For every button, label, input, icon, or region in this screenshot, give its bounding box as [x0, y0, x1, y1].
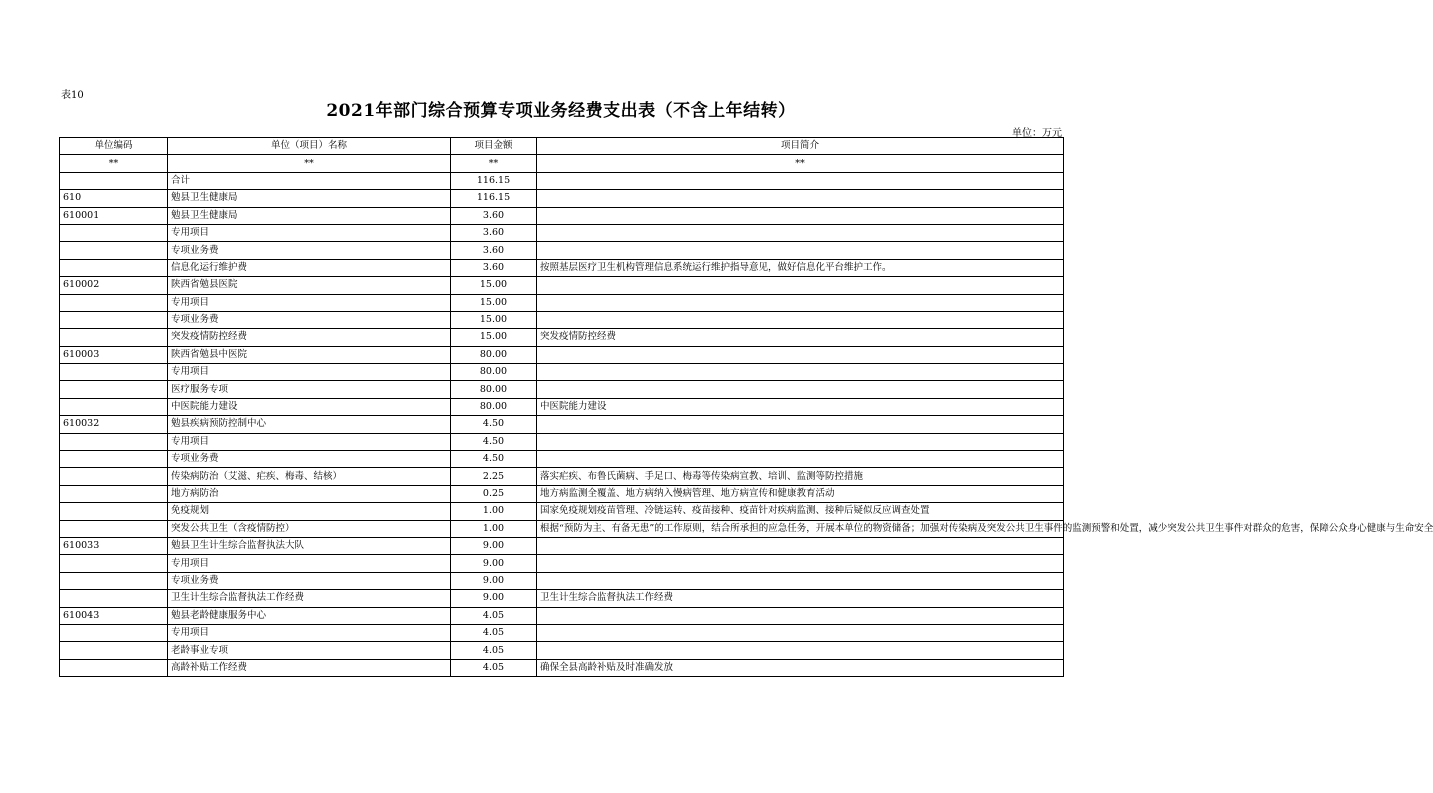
unit-code-cell — [60, 520, 168, 537]
description-cell — [537, 277, 1064, 294]
unit-name-cell: 专用项目 — [168, 555, 451, 572]
amount-cell: 3.60 — [451, 207, 537, 224]
amount-cell: 4.05 — [451, 659, 537, 676]
unit-code-cell — [60, 485, 168, 502]
col-header-amount: 项目金额 — [451, 138, 537, 155]
unit-name-cell: 勉县疾病预防控制中心 — [168, 416, 451, 433]
unit-name-cell: 勉县老龄健康服务中心 — [168, 607, 451, 624]
table-row — [60, 259, 1064, 276]
table-row — [60, 624, 1064, 641]
table-row — [60, 520, 1064, 537]
amount-cell: 1.00 — [451, 520, 537, 537]
unit-name-cell: 突发公共卫生（含疫情防控） — [168, 520, 451, 537]
table-row — [60, 555, 1064, 572]
table-row — [60, 642, 1064, 659]
amount-cell: 1.00 — [451, 503, 537, 520]
description-cell: 按照基层医疗卫生机构管理信息系统运行维护指导意见，做好信息化平台维护工作。 — [537, 259, 1064, 276]
placeholder-cell: ** — [168, 155, 451, 172]
unit-name-cell: 中医院能力建设 — [168, 398, 451, 415]
amount-cell: 3.60 — [451, 259, 537, 276]
description-cell — [537, 451, 1064, 468]
table-row — [60, 503, 1064, 520]
amount-cell: 4.05 — [451, 624, 537, 641]
unit-code-cell: 610 — [60, 190, 168, 207]
table-row — [60, 398, 1064, 415]
unit-name-cell: 传染病防治（艾滋、疟疾、梅毒、结核） — [168, 468, 451, 485]
description-cell — [537, 642, 1064, 659]
amount-cell: 9.00 — [451, 590, 537, 607]
table-row — [60, 207, 1064, 224]
unit-code-cell — [60, 433, 168, 450]
table-row — [60, 277, 1064, 294]
amount-cell: 15.00 — [451, 294, 537, 311]
unit-name-cell: 陕西省勉县中医院 — [168, 346, 451, 363]
amount-cell: 15.00 — [451, 277, 537, 294]
table-row — [60, 433, 1064, 450]
amount-cell: 4.05 — [451, 607, 537, 624]
placeholder-cell: ** — [60, 155, 168, 172]
table-row — [60, 416, 1064, 433]
description-cell — [537, 294, 1064, 311]
unit-code-cell — [60, 259, 168, 276]
unit-name-cell: 专用项目 — [168, 224, 451, 241]
description-cell — [537, 381, 1064, 398]
description-cell: 突发疫情防控经费 — [537, 329, 1064, 346]
unit-code-cell — [60, 242, 168, 259]
amount-cell: 15.00 — [451, 311, 537, 328]
unit-code-cell — [60, 364, 168, 381]
description-cell — [537, 172, 1064, 189]
description-cell — [537, 416, 1064, 433]
unit-code-cell — [60, 590, 168, 607]
unit-code-cell — [60, 329, 168, 346]
unit-code-cell — [60, 294, 168, 311]
unit-name-cell: 突发疫情防控经费 — [168, 329, 451, 346]
table-row — [60, 381, 1064, 398]
table-row — [60, 451, 1064, 468]
unit-name-cell: 卫生计生综合监督执法工作经费 — [168, 590, 451, 607]
table-row — [60, 537, 1064, 554]
unit-name-cell: 地方病防治 — [168, 485, 451, 502]
description-cell — [537, 537, 1064, 554]
table-row — [60, 485, 1064, 502]
amount-cell: 116.15 — [451, 172, 537, 189]
unit-code-cell: 610043 — [60, 607, 168, 624]
unit-name-cell: 专项业务费 — [168, 451, 451, 468]
unit-name-cell: 合计 — [168, 172, 451, 189]
description-cell — [537, 207, 1064, 224]
amount-cell: 80.00 — [451, 398, 537, 415]
table-number: 表10 — [61, 90, 84, 101]
amount-cell: 4.05 — [451, 642, 537, 659]
table-row — [60, 607, 1064, 624]
description-cell — [537, 624, 1064, 641]
unit-code-cell — [60, 572, 168, 589]
amount-cell: 80.00 — [451, 364, 537, 381]
description-cell: 国家免疫规划疫苗管理、冷链运转、疫苗接种、疫苗针对疾病监测、接种后疑似反应调查处置 — [537, 503, 1064, 520]
description-cell: 地方病监测全覆盖、地方病纳入慢病管理、地方病宣传和健康教育活动 — [537, 485, 1064, 502]
description-cell — [537, 433, 1064, 450]
table-row — [60, 224, 1064, 241]
description-cell: 根据“预防为主、有备无患”的工作原则，结合所承担的应急任务，开展本单位的物资储备；加强对传染病及突发公共卫生事件的监测预警和处置，减少突发公共卫生事件对群众的危害，保障公众身心健康与生命安全 — [537, 520, 1064, 537]
amount-cell: 15.00 — [451, 329, 537, 346]
amount-cell: 4.50 — [451, 416, 537, 433]
unit-name-cell: 专项业务费 — [168, 242, 451, 259]
unit-code-cell — [60, 642, 168, 659]
description-cell — [537, 555, 1064, 572]
amount-cell: 9.00 — [451, 555, 537, 572]
unit-code-cell — [60, 172, 168, 189]
amount-cell: 80.00 — [451, 381, 537, 398]
table-row — [60, 242, 1064, 259]
table-row — [60, 572, 1064, 589]
unit-code-cell: 610032 — [60, 416, 168, 433]
amount-cell: 80.00 — [451, 346, 537, 363]
unit-name-cell: 专用项目 — [168, 364, 451, 381]
description-cell — [537, 311, 1064, 328]
amount-cell: 0.25 — [451, 485, 537, 502]
unit-code-cell — [60, 224, 168, 241]
table-row — [60, 294, 1064, 311]
unit-name-cell: 专项业务费 — [168, 311, 451, 328]
description-cell: 确保全县高龄补贴及时准确发放 — [537, 659, 1064, 676]
amount-cell: 3.60 — [451, 242, 537, 259]
description-cell: 卫生计生综合监督执法工作经费 — [537, 590, 1064, 607]
placeholder-row — [60, 155, 1064, 172]
unit-code-cell: 610001 — [60, 207, 168, 224]
description-cell — [537, 190, 1064, 207]
unit-name-cell: 专项业务费 — [168, 572, 451, 589]
unit-name-cell: 勉县卫生健康局 — [168, 207, 451, 224]
unit-name-cell: 信息化运行维护费 — [168, 259, 451, 276]
description-cell — [537, 364, 1064, 381]
table-row — [60, 190, 1064, 207]
unit-name-cell: 免疫规划 — [168, 503, 451, 520]
table-row — [60, 364, 1064, 381]
table-body — [60, 172, 1433, 676]
description-cell: 落实疟疾、布鲁氏菌病、手足口、梅毒等传染病宣教、培训、监测等防控措施 — [537, 468, 1064, 485]
amount-cell: 9.00 — [451, 572, 537, 589]
unit-code-cell — [60, 381, 168, 398]
amount-cell: 4.50 — [451, 451, 537, 468]
amount-cell: 9.00 — [451, 537, 537, 554]
placeholder-cell: ** — [451, 155, 537, 172]
unit-name-cell: 医疗服务专项 — [168, 381, 451, 398]
unit-code-cell: 610003 — [60, 346, 168, 363]
unit-name-cell: 老龄事业专项 — [168, 642, 451, 659]
description-cell — [537, 224, 1064, 241]
header-row — [60, 138, 1064, 155]
unit-name-cell: 勉县卫生计生综合监督执法大队 — [168, 537, 451, 554]
unit-name-cell: 专用项目 — [168, 294, 451, 311]
unit-name-cell: 陕西省勉县医院 — [168, 277, 451, 294]
description-cell — [537, 607, 1064, 624]
col-header-name: 单位（项目）名称 — [168, 138, 451, 155]
table-row — [60, 468, 1064, 485]
unit-code-cell: 610002 — [60, 277, 168, 294]
table-row — [60, 659, 1064, 676]
table-row — [60, 311, 1064, 328]
unit-code-cell: 610033 — [60, 537, 168, 554]
description-cell — [537, 242, 1064, 259]
col-header-description: 项目简介 — [537, 138, 1064, 155]
description-cell — [537, 572, 1064, 589]
table-row — [60, 172, 1064, 189]
table-row — [60, 329, 1064, 346]
unit-code-cell — [60, 624, 168, 641]
budget-table — [59, 137, 1433, 677]
unit-label: 单位：万元 — [1012, 128, 1062, 139]
unit-name-cell: 高龄补贴工作经费 — [168, 659, 451, 676]
amount-cell: 116.15 — [451, 190, 537, 207]
unit-name-cell: 专用项目 — [168, 624, 451, 641]
amount-cell: 2.25 — [451, 468, 537, 485]
unit-code-cell — [60, 659, 168, 676]
unit-code-cell — [60, 398, 168, 415]
unit-name-cell: 勉县卫生健康局 — [168, 190, 451, 207]
table-row — [60, 346, 1064, 363]
unit-name-cell: 专用项目 — [168, 433, 451, 450]
col-header-code: 单位编码 — [60, 138, 168, 155]
description-cell — [537, 346, 1064, 363]
unit-code-cell — [60, 503, 168, 520]
placeholder-cell: ** — [537, 155, 1064, 172]
page-title: 2021年部门综合预算专项业务经费支出表（不含上年结转） — [326, 101, 796, 121]
amount-cell: 3.60 — [451, 224, 537, 241]
unit-code-cell — [60, 311, 168, 328]
unit-code-cell — [60, 555, 168, 572]
table-row — [60, 590, 1064, 607]
unit-code-cell — [60, 451, 168, 468]
description-cell: 中医院能力建设 — [537, 398, 1064, 415]
unit-code-cell — [60, 468, 168, 485]
amount-cell: 4.50 — [451, 433, 537, 450]
